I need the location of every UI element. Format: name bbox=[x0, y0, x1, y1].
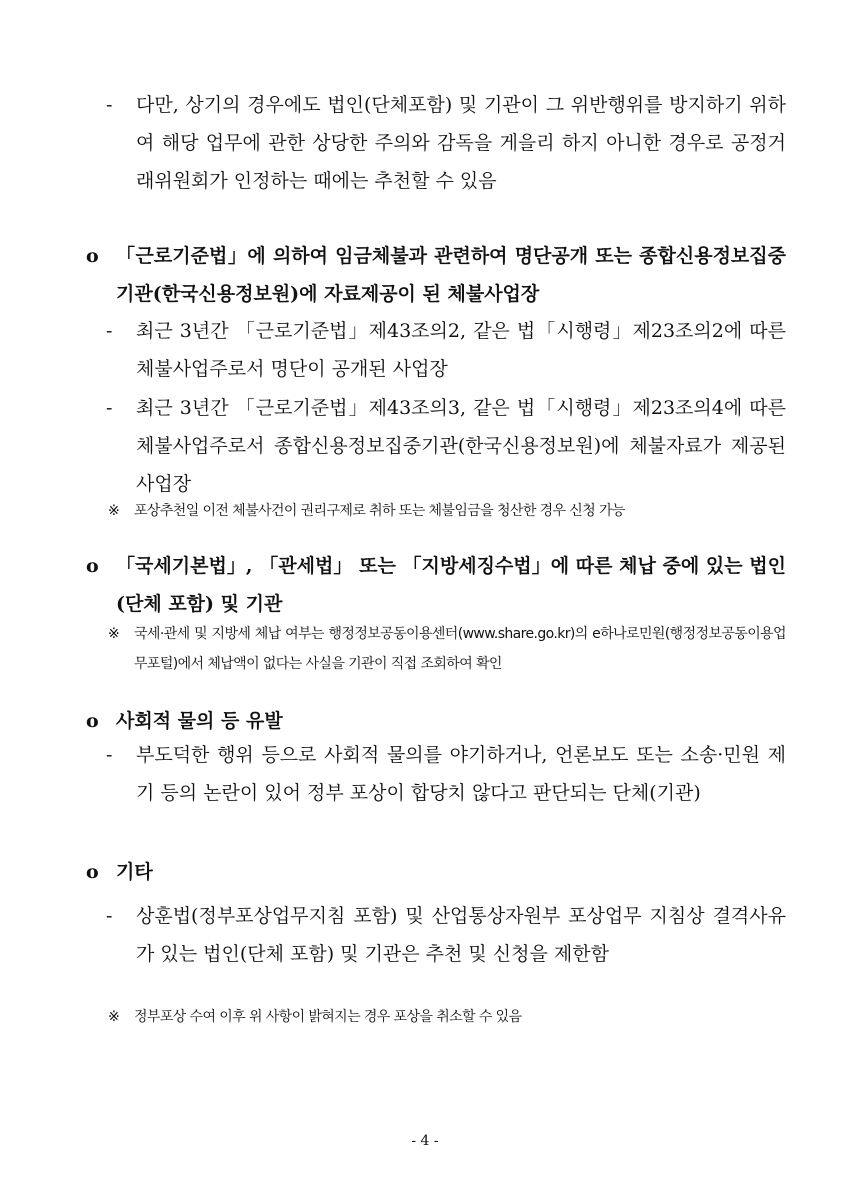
dash-item-wage-list-publicized bbox=[86, 312, 786, 388]
section-heading-text: 사회적 물의 등 유발 bbox=[116, 710, 283, 732]
dash-text: 상훈법(정부포상업무지침 포함) 및 산업통상자원부 포상업무 지침상 결격사유가 있는 법인(단체 포함) 및 기관은 추천 및 신청을 제한함 bbox=[136, 905, 786, 965]
reference-mark: ※ bbox=[108, 626, 120, 642]
dash-marker: - bbox=[106, 320, 113, 342]
dash-item-wage-data-provided bbox=[86, 389, 786, 503]
section-heading-tax-arrears bbox=[86, 547, 786, 623]
circle-marker: o bbox=[86, 245, 99, 267]
section-heading-wage-arrears bbox=[86, 237, 786, 313]
reference-mark: ※ bbox=[108, 503, 120, 519]
dash-text: 다만, 상기의 경우에도 법인(단체포함) 및 기관이 그 위반행위를 방지하기 위하여 해당 업무에 관한 상당한 주의와 감독을 게을리 하지 아니한 경우로 공정거래위원회가 인정하는 때에는 추천할 수 있음 bbox=[136, 94, 786, 192]
section-heading-text: 「근로기준법」에 의하여 임금체불과 관련하여 명단공개 또는 종합신용정보집중기관(한국신용정보원)에 자료제공이 된 체불사업장 bbox=[116, 245, 786, 305]
dash-item-immoral-acts bbox=[86, 736, 786, 812]
dash-item-exception bbox=[86, 86, 786, 200]
section-heading-social-controversy bbox=[86, 702, 786, 740]
dash-marker: - bbox=[106, 397, 113, 419]
section-heading-text: 기타 bbox=[116, 861, 153, 883]
dash-marker: - bbox=[106, 94, 113, 116]
circle-marker: o bbox=[86, 555, 99, 577]
page-number: - 4 - bbox=[411, 1133, 439, 1149]
note-wage-settled bbox=[86, 496, 786, 526]
section-heading-other bbox=[86, 853, 786, 891]
circle-marker: o bbox=[86, 861, 99, 883]
note-text: 포상추천일 이전 체불사건이 권리구제로 취하 또는 체불임금을 청산한 경우 신청 가능 bbox=[134, 503, 625, 519]
dash-text: 최근 3년간 「근로기준법」제43조의3, 같은 법「시행령」제23조의4에 따른 체불사업주로서 종합신용정보집중기관(한국신용정보원)에 체불자료가 제공된 사업장 bbox=[136, 397, 786, 495]
note-text: 국세·관세 및 지방세 체납 여부는 행정정보공동이용센터(www.share.go.kr)의 e하나로민원(행정정보공동이용업무포털)에서 체납액이 없다는 사실을 기관이 직접 조회하여 확인 bbox=[134, 626, 786, 672]
dash-text: 부도덕한 행위 등으로 사회적 물의를 야기하거나, 언론보도 또는 소송·민원 제기 등의 논란이 있어 정부 포상이 합당치 않다고 판단되는 단체(기관) bbox=[136, 744, 786, 804]
dash-item-disqualification bbox=[86, 897, 786, 973]
dash-marker: - bbox=[106, 744, 113, 766]
note-text: 정부포상 수여 이후 위 사항이 밝혀지는 경우 포상을 취소할 수 있음 bbox=[134, 1009, 522, 1025]
note-tax-check bbox=[86, 619, 786, 679]
dash-text: 최근 3년간 「근로기준법」제43조의2, 같은 법「시행령」제23조의2에 따른 체불사업주로서 명단이 공개된 사업장 bbox=[136, 320, 786, 380]
section-heading-text: 「국세기본법」, 「관세법」 또는 「지방세징수법」에 따른 체납 중에 있는 법인(단체 포함) 및 기관 bbox=[116, 555, 786, 615]
note-award-revocation bbox=[86, 1002, 786, 1032]
reference-mark: ※ bbox=[108, 1009, 120, 1025]
circle-marker: o bbox=[86, 710, 99, 732]
dash-marker: - bbox=[106, 905, 113, 927]
